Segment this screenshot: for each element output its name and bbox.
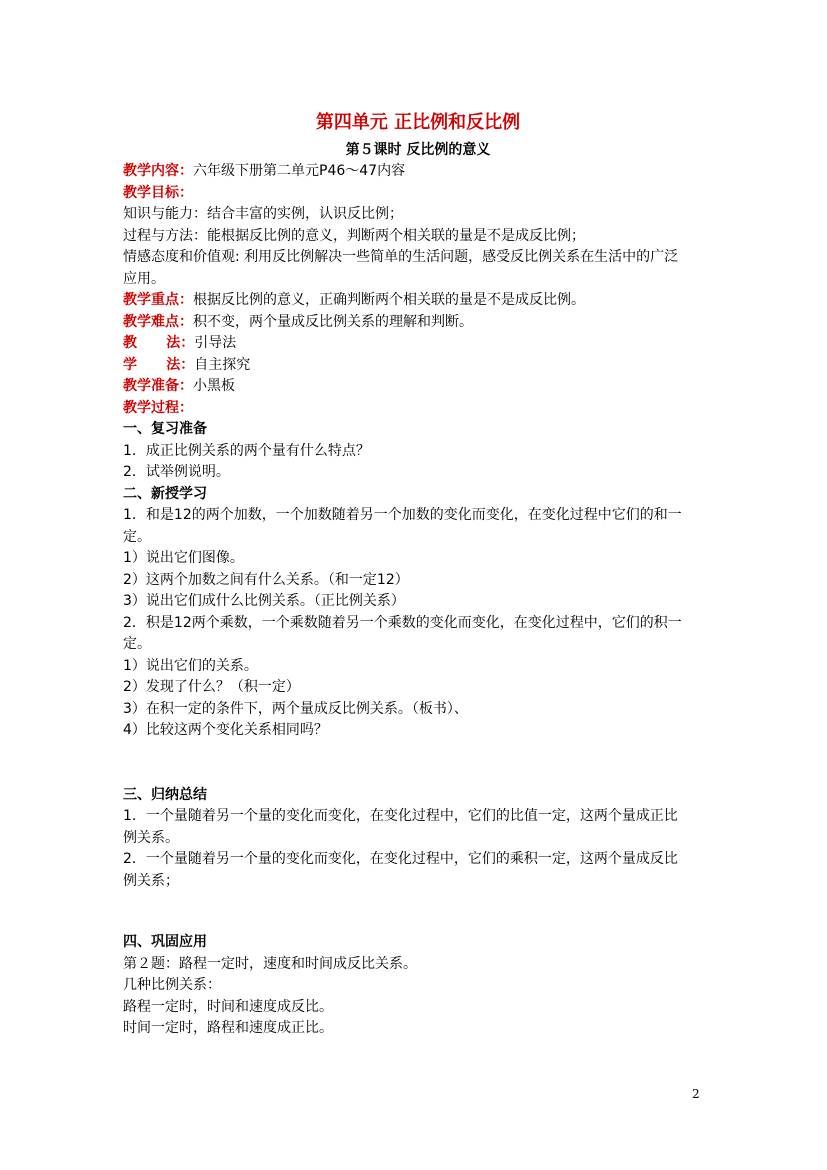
summary-item-2-line-1: 2．一个量随着另一个量的变化而变化，在变化过程中，它们的乘积一定，这两个量成反比	[123, 851, 678, 867]
review-item-1: 1．成正比例关系的两个量有什么特点？	[123, 442, 370, 459]
teaching-goals-label: 教学目标：	[123, 184, 193, 201]
goal-attitude-line-1: 情感态度和价值观: 利用反比例解决一些简单的生活问题，感受反比例关系在生活中的广泛	[123, 249, 679, 265]
document-body	[123, 106, 713, 1040]
teaching-key-line	[123, 290, 713, 312]
teaching-difficulty-label: 教学难点：	[123, 313, 193, 330]
goal-attitude-line-2: 应用。	[123, 270, 165, 287]
teaching-key-label: 教学重点：	[123, 292, 193, 308]
new-item-2-sub-4: 4）比较这两个变化关系相同吗？	[123, 722, 328, 738]
teaching-prep-line	[123, 376, 713, 398]
practice-item-2: 几种比例关系：	[123, 977, 221, 993]
new-item-1-line-1: 1．和是12的两个加数，一个加数随着另一个加数的变化而变化，在变化过程中它们的和一	[123, 507, 682, 523]
practice-item-1: 第２题：路程一定时，速度和时间成反比关系。	[123, 955, 417, 972]
new-item-1-sub-3: 3）说出它们成什么比例关系。（正比例关系）	[123, 593, 405, 609]
teaching-difficulty-line	[123, 312, 713, 334]
new-item-2-line-2: 定。	[123, 636, 151, 652]
blank-space	[123, 742, 713, 785]
teaching-method-label: 教 法：	[123, 335, 195, 351]
section-new-heading: 二、新授学习	[123, 485, 207, 502]
teaching-process-label: 教学过程：	[123, 399, 193, 416]
new-item-2-sub-3: 3）在积一定的条件下，两个量成反比例关系。（板书）、	[123, 700, 468, 717]
new-item-1-sub-1: 1）说出它们图像。	[123, 550, 244, 566]
summary-item-2-line-2: 例关系；	[123, 872, 179, 889]
page-number: 2	[692, 1087, 700, 1101]
summary-item-1-line-1: 1．一个量随着另一个量的变化而变化，在变化过程中，它们的比值一定，这两个量成正比	[123, 808, 678, 824]
lesson-subtitle: 第５课时 反比例的意义	[345, 142, 491, 158]
new-item-1-sub-2: 2）这两个加数之间有什么关系。（和一定12）	[123, 571, 409, 588]
learning-method-label: 学 法：	[123, 356, 195, 373]
teaching-prep-value: 小黑板	[193, 378, 235, 394]
new-item-2-sub-1: 1）说出它们的关系。	[123, 657, 258, 674]
new-item-2-sub-2: 2）发现了什么？（积一定）	[123, 679, 300, 695]
goal-knowledge: 知识与能力：结合丰富的实例，认识反比例；	[123, 206, 403, 222]
goal-process: 过程与方法：能根据反比例的意义，判断两个相关联的量是不是成反比例；	[123, 227, 585, 244]
blank-space	[123, 892, 713, 932]
review-item-2: 2．试举例说明。	[123, 464, 230, 480]
teaching-difficulty-value: 积不变，两个量成反比例关系的理解和判断。	[193, 313, 473, 330]
teaching-content-value: 六年级下册第二单元P46～47内容	[193, 163, 406, 179]
teaching-method-value: 引导法	[194, 335, 237, 351]
unit-title: 第四单元 正比例和反比例	[315, 112, 521, 133]
learning-method-value: 自主探究	[194, 356, 251, 373]
summary-item-1-line-2: 例关系。	[123, 829, 179, 846]
new-item-1-line-2: 定。	[123, 528, 151, 545]
section-summary-heading: 三、归纳总结	[123, 786, 207, 803]
teaching-content-line	[123, 161, 713, 183]
teaching-method-line	[123, 333, 713, 355]
practice-item-4: 时间一定时，路程和速度成正比。	[123, 1020, 333, 1036]
teaching-process-line	[123, 398, 713, 420]
teaching-key-value: 根据反比例的意义，正确判断两个相关联的量是不是成反比例。	[193, 292, 585, 308]
teaching-prep-label: 教学准备：	[123, 378, 193, 394]
new-item-2-line-1: 2．积是12两个乘数，一个乘数随着另一个乘数的变化而变化，在变化过程中，它们的积一	[123, 614, 682, 631]
practice-item-3: 路程一定时，时间和速度成反比。	[123, 998, 333, 1015]
section-review-heading: 一、复习准备	[123, 421, 207, 437]
learning-method-line	[123, 355, 713, 377]
section-practice-heading: 四、巩固应用	[123, 934, 207, 950]
teaching-goals-line	[123, 183, 713, 205]
teaching-content-label: 教学内容：	[123, 163, 193, 179]
